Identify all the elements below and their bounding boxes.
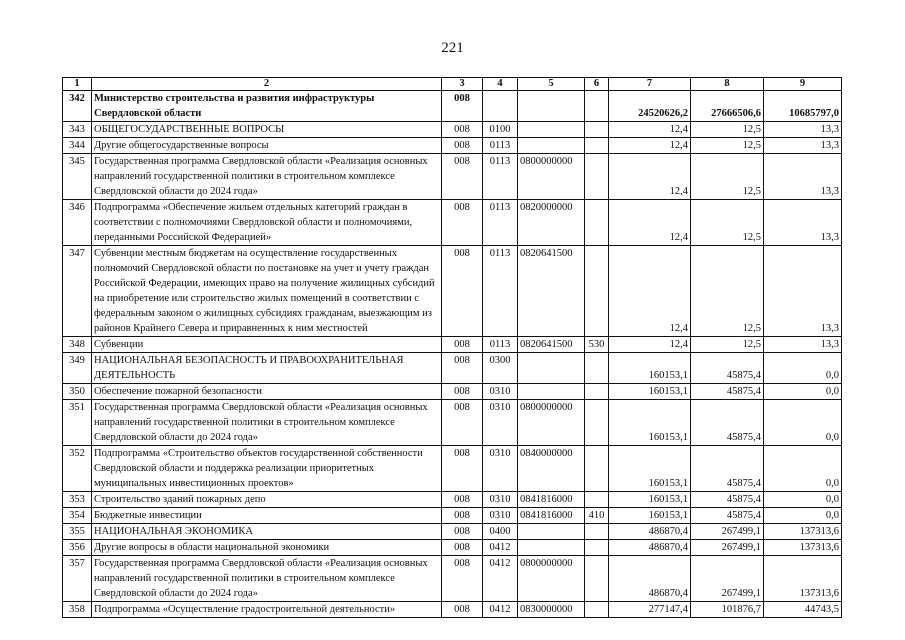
expense-type-cell bbox=[585, 602, 609, 618]
amount-cell-year3: 0,0 bbox=[764, 384, 842, 400]
amount-cell-year1: 12,4 bbox=[609, 246, 691, 337]
chapter-code-cell: 008 bbox=[442, 508, 483, 524]
row-number-cell: 358 bbox=[63, 602, 92, 618]
target-code-cell bbox=[518, 540, 585, 556]
section-code-cell: 0113 bbox=[483, 246, 518, 337]
section-code-cell: 0113 bbox=[483, 154, 518, 200]
target-code-cell: 0841816000 bbox=[518, 492, 585, 508]
table-row bbox=[63, 122, 842, 138]
table-row bbox=[63, 508, 842, 524]
table-row bbox=[63, 353, 842, 384]
expense-type-cell bbox=[585, 556, 609, 602]
target-code-cell: 0820000000 bbox=[518, 200, 585, 246]
amount-cell-year1: 12,4 bbox=[609, 154, 691, 200]
section-code-cell: 0412 bbox=[483, 540, 518, 556]
chapter-code-cell: 008 bbox=[442, 200, 483, 246]
chapter-code-cell: 008 bbox=[442, 384, 483, 400]
row-name-cell: Подпрограмма «Обеспечение жильем отдельных категорий граждан в соответствии с полномочиями Свердловской области и полномочиями, переданными Российской Федерацией» bbox=[92, 200, 442, 246]
chapter-code-cell: 008 bbox=[442, 122, 483, 138]
expense-type-cell bbox=[585, 246, 609, 337]
row-name-cell: Государственная программа Свердловской области «Реализация основных направлений государственной политики в строительном комплексе Свердловской области до 2024 года» bbox=[92, 400, 442, 446]
expense-type-cell bbox=[585, 91, 609, 122]
row-number-cell: 355 bbox=[63, 524, 92, 540]
table-row bbox=[63, 337, 842, 353]
target-code-cell: 0800000000 bbox=[518, 556, 585, 602]
expense-type-cell bbox=[585, 400, 609, 446]
table-row bbox=[63, 91, 842, 122]
row-number-cell: 342 bbox=[63, 91, 92, 122]
amount-cell-year1: 160153,1 bbox=[609, 508, 691, 524]
expense-type-cell: 410 bbox=[585, 508, 609, 524]
chapter-code-cell: 008 bbox=[442, 337, 483, 353]
expense-type-cell: 530 bbox=[585, 337, 609, 353]
row-number-cell: 351 bbox=[63, 400, 92, 446]
row-number-cell: 348 bbox=[63, 337, 92, 353]
row-number-cell: 344 bbox=[63, 138, 92, 154]
amount-cell-year3: 0,0 bbox=[764, 400, 842, 446]
table-row bbox=[63, 400, 842, 446]
amount-cell-year2: 27666506,6 bbox=[691, 91, 764, 122]
chapter-code-cell: 008 bbox=[442, 492, 483, 508]
amount-cell-year1: 12,4 bbox=[609, 138, 691, 154]
amount-cell-year1: 160153,1 bbox=[609, 492, 691, 508]
column-header: 5 bbox=[518, 78, 585, 91]
amount-cell-year3: 13,3 bbox=[764, 122, 842, 138]
row-name-cell: Государственная программа Свердловской области «Реализация основных направлений государственной политики в строительном комплексе Свердловской области до 2024 года» bbox=[92, 154, 442, 200]
row-number-cell: 349 bbox=[63, 353, 92, 384]
amount-cell-year2: 45875,4 bbox=[691, 400, 764, 446]
amount-cell-year3: 13,3 bbox=[764, 337, 842, 353]
target-code-cell bbox=[518, 353, 585, 384]
amount-cell-year2: 267499,1 bbox=[691, 524, 764, 540]
amount-cell-year2: 45875,4 bbox=[691, 492, 764, 508]
expense-type-cell bbox=[585, 446, 609, 492]
amount-cell-year2: 12,5 bbox=[691, 246, 764, 337]
expense-type-cell bbox=[585, 122, 609, 138]
row-number-cell: 346 bbox=[63, 200, 92, 246]
chapter-code-cell: 008 bbox=[442, 246, 483, 337]
budget-table bbox=[62, 77, 842, 618]
section-code-cell bbox=[483, 91, 518, 122]
target-code-cell: 0800000000 bbox=[518, 154, 585, 200]
row-number-cell: 353 bbox=[63, 492, 92, 508]
section-code-cell: 0400 bbox=[483, 524, 518, 540]
amount-cell-year3: 137313,6 bbox=[764, 540, 842, 556]
target-code-cell: 0830000000 bbox=[518, 602, 585, 618]
section-code-cell: 0113 bbox=[483, 337, 518, 353]
table-row bbox=[63, 384, 842, 400]
row-name-cell: Подпрограмма «Осуществление градостроительной деятельности» bbox=[92, 602, 442, 618]
amount-cell-year1: 160153,1 bbox=[609, 384, 691, 400]
section-code-cell: 0310 bbox=[483, 508, 518, 524]
expense-type-cell bbox=[585, 353, 609, 384]
section-code-cell: 0113 bbox=[483, 200, 518, 246]
target-code-cell: 0820641500 bbox=[518, 246, 585, 337]
amount-cell-year2: 45875,4 bbox=[691, 508, 764, 524]
amount-cell-year2: 101876,7 bbox=[691, 602, 764, 618]
target-code-cell: 0840000000 bbox=[518, 446, 585, 492]
column-header: 7 bbox=[609, 78, 691, 91]
column-header: 9 bbox=[764, 78, 842, 91]
amount-cell-year3: 13,3 bbox=[764, 154, 842, 200]
amount-cell-year2: 267499,1 bbox=[691, 556, 764, 602]
row-name-cell: НАЦИОНАЛЬНАЯ БЕЗОПАСНОСТЬ И ПРАВООХРАНИТЕЛЬНАЯ ДЕЯТЕЛЬНОСТЬ bbox=[92, 353, 442, 384]
amount-cell-year3: 10685797,0 bbox=[764, 91, 842, 122]
amount-cell-year1: 160153,1 bbox=[609, 400, 691, 446]
chapter-code-cell: 008 bbox=[442, 353, 483, 384]
target-code-cell bbox=[518, 91, 585, 122]
chapter-code-cell: 008 bbox=[442, 91, 483, 122]
table-header-row bbox=[63, 78, 842, 91]
target-code-cell bbox=[518, 384, 585, 400]
chapter-code-cell: 008 bbox=[442, 556, 483, 602]
column-header: 4 bbox=[483, 78, 518, 91]
amount-cell-year2: 267499,1 bbox=[691, 540, 764, 556]
amount-cell-year2: 12,5 bbox=[691, 337, 764, 353]
table-row bbox=[63, 154, 842, 200]
amount-cell-year1: 12,4 bbox=[609, 122, 691, 138]
amount-cell-year3: 137313,6 bbox=[764, 556, 842, 602]
section-code-cell: 0310 bbox=[483, 446, 518, 492]
amount-cell-year2: 45875,4 bbox=[691, 446, 764, 492]
amount-cell-year3: 0,0 bbox=[764, 508, 842, 524]
row-name-cell: ОБЩЕГОСУДАРСТВЕННЫЕ ВОПРОСЫ bbox=[92, 122, 442, 138]
row-name-cell: НАЦИОНАЛЬНАЯ ЭКОНОМИКА bbox=[92, 524, 442, 540]
row-name-cell: Субвенции bbox=[92, 337, 442, 353]
amount-cell-year2: 45875,4 bbox=[691, 353, 764, 384]
section-code-cell: 0100 bbox=[483, 122, 518, 138]
amount-cell-year2: 12,5 bbox=[691, 154, 764, 200]
expense-type-cell bbox=[585, 200, 609, 246]
expense-type-cell bbox=[585, 154, 609, 200]
amount-cell-year1: 486870,4 bbox=[609, 556, 691, 602]
section-code-cell: 0310 bbox=[483, 492, 518, 508]
column-header: 8 bbox=[691, 78, 764, 91]
row-name-cell: Другие общегосударственные вопросы bbox=[92, 138, 442, 154]
row-name-cell: Субвенции местным бюджетам на осуществление государственных полномочий Свердловской области по постановке на учет и учету граждан Российской Федерации, имеющих право на получение жилищных субсидий на приобретение или строительство жилых помещений в соответствии с федеральным законом о жилищных субсидиях гражданам, выезжающим из районов Крайнего Севера и приравненных к ним местностей bbox=[92, 246, 442, 337]
amount-cell-year1: 12,4 bbox=[609, 337, 691, 353]
target-code-cell bbox=[518, 524, 585, 540]
target-code-cell: 0800000000 bbox=[518, 400, 585, 446]
amount-cell-year1: 486870,4 bbox=[609, 540, 691, 556]
section-code-cell: 0300 bbox=[483, 353, 518, 384]
row-number-cell: 356 bbox=[63, 540, 92, 556]
column-header: 6 bbox=[585, 78, 609, 91]
amount-cell-year2: 12,5 bbox=[691, 200, 764, 246]
section-code-cell: 0113 bbox=[483, 138, 518, 154]
section-code-cell: 0412 bbox=[483, 556, 518, 602]
table-row bbox=[63, 446, 842, 492]
amount-cell-year1: 12,4 bbox=[609, 200, 691, 246]
row-number-cell: 357 bbox=[63, 556, 92, 602]
amount-cell-year3: 13,3 bbox=[764, 246, 842, 337]
target-code-cell: 0820641500 bbox=[518, 337, 585, 353]
row-name-cell: Министерство строительства и развития инфраструктуры Свердловской области bbox=[92, 91, 442, 122]
row-name-cell: Обеспечение пожарной безопасности bbox=[92, 384, 442, 400]
expense-type-cell bbox=[585, 138, 609, 154]
amount-cell-year2: 12,5 bbox=[691, 138, 764, 154]
page-number: 221 bbox=[441, 40, 464, 56]
expense-type-cell bbox=[585, 524, 609, 540]
table-row bbox=[63, 540, 842, 556]
table-row bbox=[63, 492, 842, 508]
amount-cell-year3: 0,0 bbox=[764, 353, 842, 384]
section-code-cell: 0310 bbox=[483, 384, 518, 400]
table-row bbox=[63, 602, 842, 618]
chapter-code-cell: 008 bbox=[442, 154, 483, 200]
column-header: 3 bbox=[442, 78, 483, 91]
target-code-cell: 0841816000 bbox=[518, 508, 585, 524]
row-name-cell: Государственная программа Свердловской области «Реализация основных направлений государственной политики в строительном комплексе Свердловской области до 2024 года» bbox=[92, 556, 442, 602]
column-header: 1 bbox=[63, 78, 92, 91]
expense-type-cell bbox=[585, 384, 609, 400]
column-header: 2 bbox=[92, 78, 442, 91]
target-code-cell bbox=[518, 138, 585, 154]
amount-cell-year3: 0,0 bbox=[764, 492, 842, 508]
row-number-cell: 352 bbox=[63, 446, 92, 492]
expense-type-cell bbox=[585, 492, 609, 508]
amount-cell-year1: 277147,4 bbox=[609, 602, 691, 618]
row-number-cell: 354 bbox=[63, 508, 92, 524]
section-code-cell: 0412 bbox=[483, 602, 518, 618]
amount-cell-year1: 160153,1 bbox=[609, 446, 691, 492]
row-number-cell: 343 bbox=[63, 122, 92, 138]
row-name-cell: Строительство зданий пожарных депо bbox=[92, 492, 442, 508]
chapter-code-cell: 008 bbox=[442, 524, 483, 540]
amount-cell-year1: 160153,1 bbox=[609, 353, 691, 384]
section-code-cell: 0310 bbox=[483, 400, 518, 446]
amount-cell-year3: 13,3 bbox=[764, 200, 842, 246]
amount-cell-year3: 44743,5 bbox=[764, 602, 842, 618]
chapter-code-cell: 008 bbox=[442, 540, 483, 556]
amount-cell-year1: 486870,4 bbox=[609, 524, 691, 540]
table-row bbox=[63, 138, 842, 154]
chapter-code-cell: 008 bbox=[442, 446, 483, 492]
table-row bbox=[63, 200, 842, 246]
amount-cell-year1: 24520626,2 bbox=[609, 91, 691, 122]
table-row bbox=[63, 556, 842, 602]
chapter-code-cell: 008 bbox=[442, 138, 483, 154]
row-number-cell: 347 bbox=[63, 246, 92, 337]
amount-cell-year3: 0,0 bbox=[764, 446, 842, 492]
amount-cell-year2: 45875,4 bbox=[691, 384, 764, 400]
amount-cell-year2: 12,5 bbox=[691, 122, 764, 138]
table-row bbox=[63, 524, 842, 540]
row-name-cell: Бюджетные инвестиции bbox=[92, 508, 442, 524]
chapter-code-cell: 008 bbox=[442, 602, 483, 618]
row-name-cell: Подпрограмма «Строительство объектов государственной собственности Свердловской области и поддержка реализации приоритетных муниципальных инвестиционных проектов» bbox=[92, 446, 442, 492]
amount-cell-year3: 13,3 bbox=[764, 138, 842, 154]
row-number-cell: 345 bbox=[63, 154, 92, 200]
target-code-cell bbox=[518, 122, 585, 138]
row-name-cell: Другие вопросы в области национальной экономики bbox=[92, 540, 442, 556]
row-number-cell: 350 bbox=[63, 384, 92, 400]
chapter-code-cell: 008 bbox=[442, 400, 483, 446]
expense-type-cell bbox=[585, 540, 609, 556]
table-row bbox=[63, 246, 842, 337]
amount-cell-year3: 137313,6 bbox=[764, 524, 842, 540]
